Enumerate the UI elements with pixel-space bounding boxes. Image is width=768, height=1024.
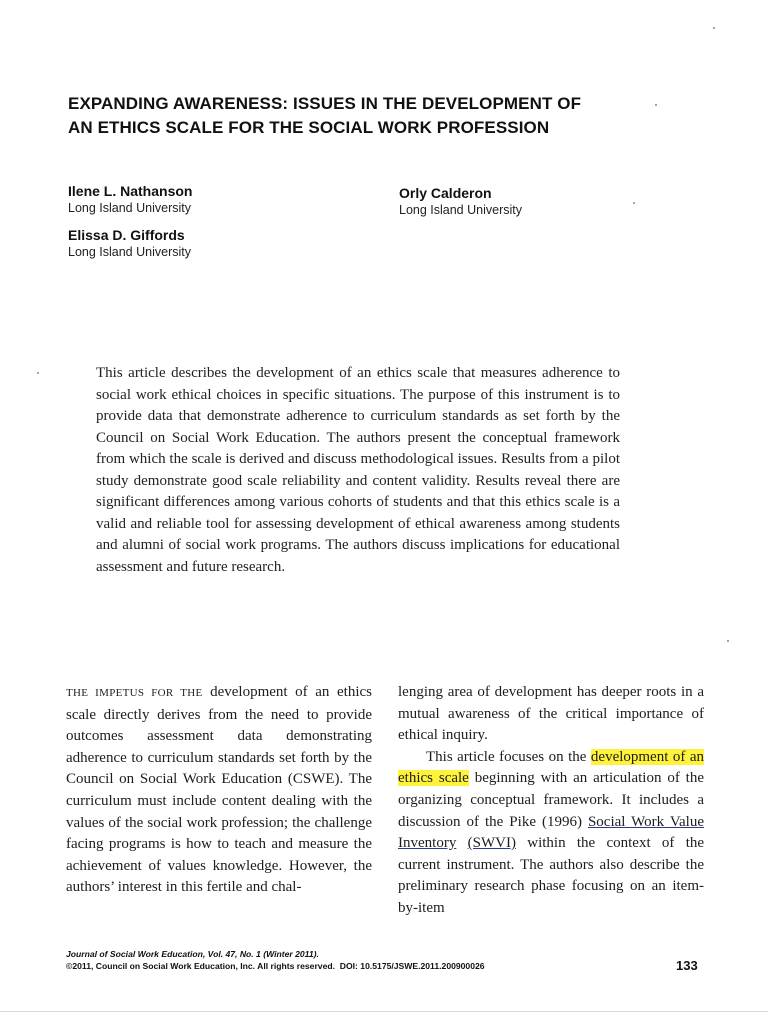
scan-speck <box>713 27 715 29</box>
author-name: Orly Calderon <box>399 185 492 201</box>
author-name: Ilene L. Nathanson <box>68 183 193 199</box>
article-title <box>68 92 688 140</box>
page-footer <box>66 948 706 972</box>
author-affiliation: Long Island University <box>68 245 191 259</box>
author-name: Elissa D. Giffords <box>68 227 185 243</box>
title-line-1: EXPANDING AWARENESS: ISSUES IN THE DEVELOPMENT OF <box>68 94 582 113</box>
page-number: 133 <box>676 958 698 973</box>
author-affiliation: Long Island University <box>68 201 191 215</box>
author-nathanson <box>68 182 192 217</box>
doi-text: DOI: 10.5175/JSWE.2011.200900026 <box>339 961 485 971</box>
swvi-abbrev-link[interactable]: (SWVI) <box>467 835 516 852</box>
intro-paragraph <box>66 682 372 899</box>
swvi-link[interactable]: Social Work Value Inventory <box>398 813 705 852</box>
copyright-text: ©2011, Council on Social Work Education, Inc. All rights reserved. <box>66 961 335 971</box>
author-affiliation: Long Island University <box>399 203 522 217</box>
focus-text-middle: beginning with an articulation of the organizing conceptual framework. It includes a discussion of the Pike (1996) <box>398 770 705 830</box>
title-line-2: AN ETHICS SCALE FOR THE SOCIAL WORK PROFESSION <box>68 118 550 137</box>
intro-text: development of an ethics scale directly derives from the need to provide outcomes assessment data demonstrating adherence to curriculum standards set forth by the Council on Social Work Education (CSWE). The curriculum must include content dealing with the values of the social work profession; the challenge facing programs is how to teach and measure the achievement of values knowledge. However, the authors’ interest in this fertile and chal- <box>66 684 373 896</box>
scan-speck <box>633 202 635 204</box>
journal-citation: Journal of Social Work Education, Vol. 47, No. 1 (Winter 2011). <box>66 949 319 959</box>
body-column-right <box>398 682 704 920</box>
author-giffords <box>68 226 191 261</box>
scan-speck <box>727 640 729 642</box>
focus-paragraph <box>398 747 704 920</box>
continued-paragraph: lenging area of development has deeper roots in a mutual awareness of the critical importance of ethical inquiry. <box>398 684 704 744</box>
scan-speck <box>655 104 657 106</box>
scan-edge-line <box>0 1011 768 1012</box>
focus-text-start: This article focuses on the <box>426 748 587 765</box>
copyright-line <box>66 960 706 972</box>
body-column-left <box>66 682 372 899</box>
scan-speck <box>37 372 39 374</box>
focus-text-end: within the context of the current instrument. The authors also describe the preliminary research phase focusing on an item-by-item <box>398 835 705 916</box>
abstract-paragraph: This article describes the development of an ethics scale that measures adherence to social work ethical choices in specific situations. The purpose of this instrument is to provide data that demonstrate adherence to curriculum standards as set forth by the Council on Social Work Education. The authors present the conceptual framework from which the scale is derived and discuss methodological issues. Results from a pilot study demonstrate good scale reliability and content validity. Results reveal there are significant differences among various cohorts of students and that this ethics scale is a valid and reliable tool for assessing development of ethical awareness among students and alumni of social work programs. The authors discuss implications for educational assessment and future research. <box>96 365 620 575</box>
author-calderon <box>399 184 522 219</box>
lead-in-small-caps: THE IMPETUS FOR THE <box>66 687 203 699</box>
highlighted-phrase[interactable]: development of an ethics scale <box>398 748 705 787</box>
